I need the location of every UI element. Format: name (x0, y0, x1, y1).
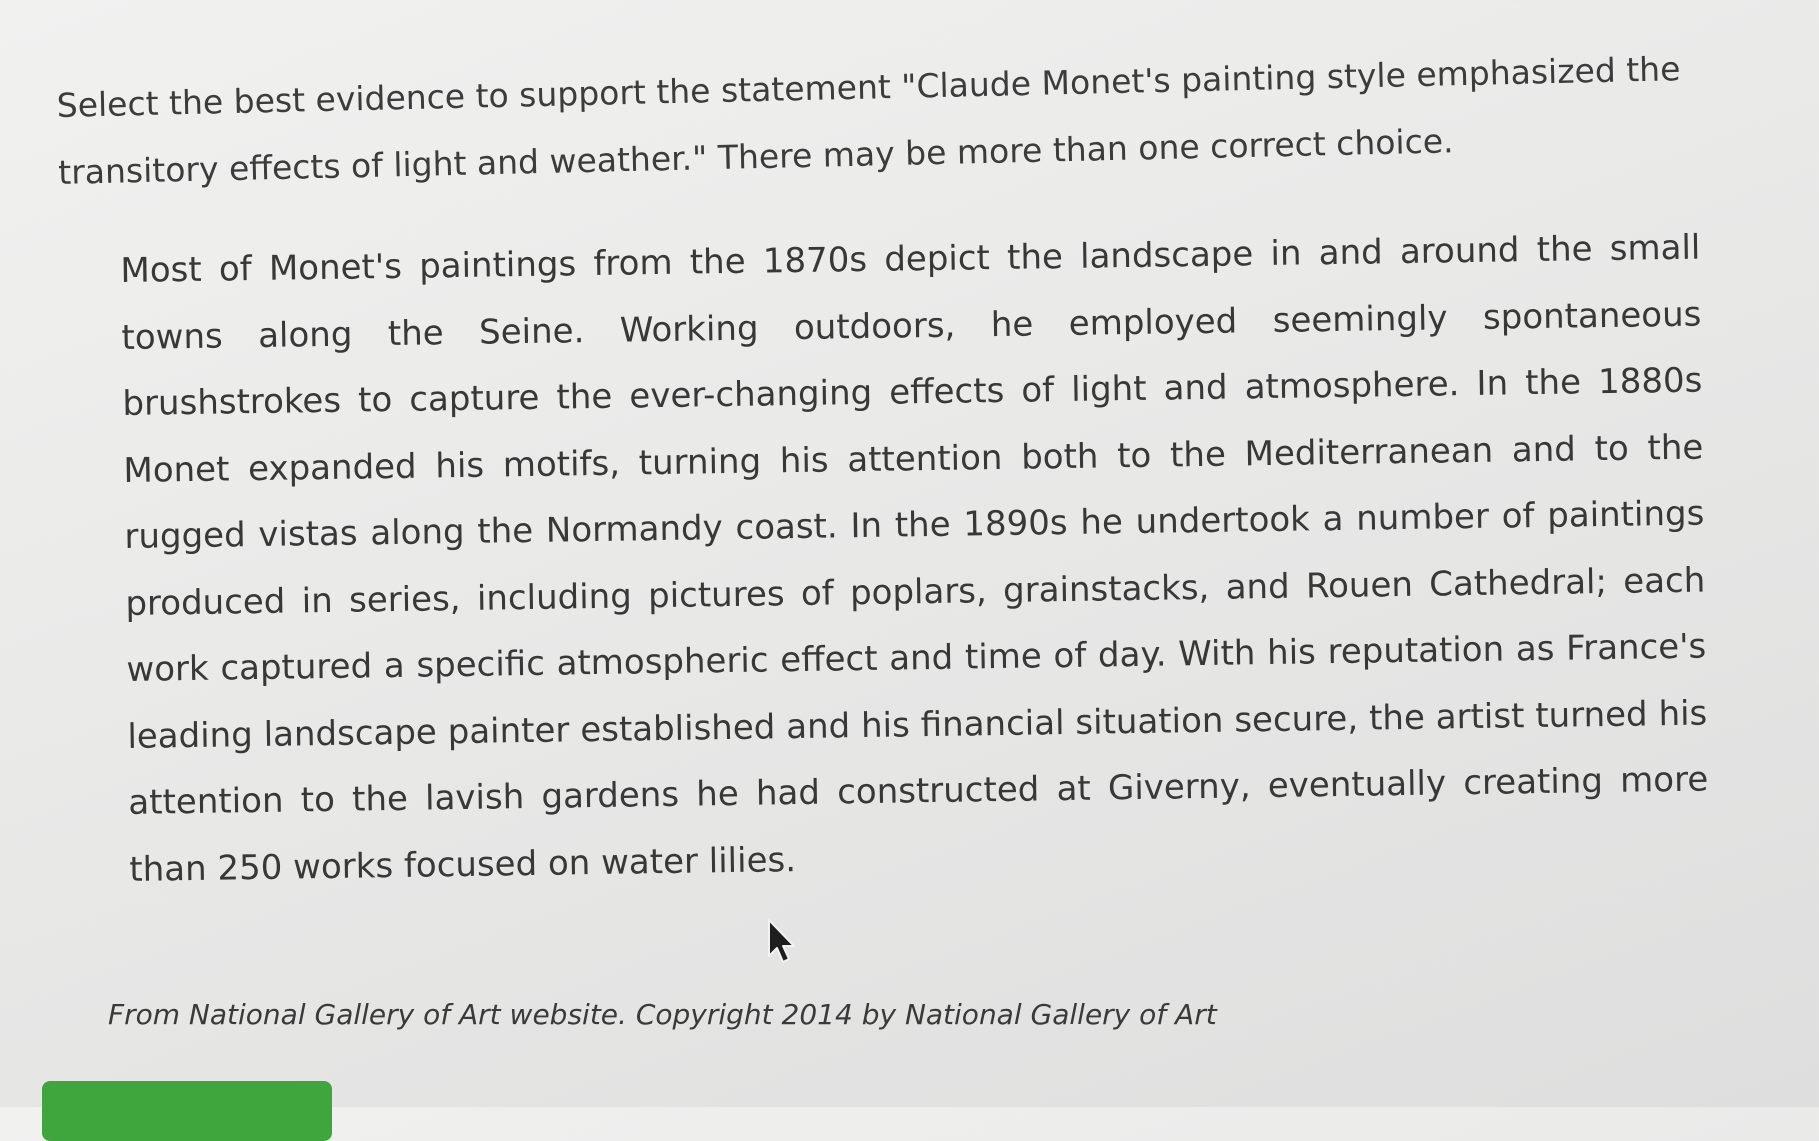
submit-button[interactable] (42, 1081, 332, 1141)
passage-text[interactable]: Most of Monet's paintings from the 1870s depict the landscape in and around the small towns along the Seine. Working outdoors, he employed seemingly spontaneous brushstrokes to capture the ever-changing effects of light and atmosphere. In the 1880s Monet expanded his motifs, turning his attention both to the Mediterranean and to the rugged vistas along the Normandy coast. In the 1890s he undertook a number of paintings produced in series, including pictures of poplars, grainstacks, and Rouen Cathedral; each work captured a specific atmospheric effect and time of day. With his reputation as France's leading landscape painter established and his financial situation secure, the artist turned his attention to the lavish gardens he had constructed at Giverny, eventually creating more than 250 works focused on water lilies. (120, 227, 1709, 890)
passage-citation: From National Gallery of Art website. Copyright 2014 by National Gallery of Art (108, 998, 1217, 1031)
question-prompt: Select the best evidence to support the statement "Claude Monet's painting style emphasized the transitory effects of light and weather." There may be more than one correct choice. (56, 49, 1681, 192)
mouse-pointer-icon (766, 918, 796, 964)
